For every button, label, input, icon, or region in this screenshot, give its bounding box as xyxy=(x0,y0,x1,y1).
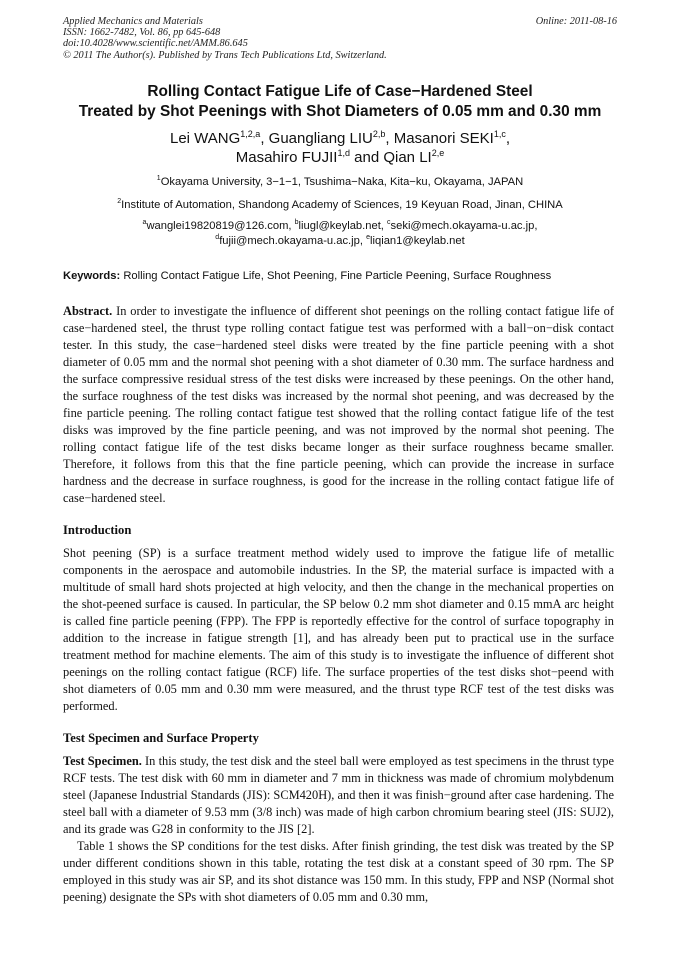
author-affiliation-mark: 1,d xyxy=(337,148,350,158)
introduction-heading: Introduction xyxy=(63,523,132,537)
affiliation-text: Okayama University, 3−1−1, Tsushima−Naka, Kita−ku, Okayama, JAPAN xyxy=(160,176,524,188)
affiliation-2 xyxy=(40,198,640,213)
abstract-label: Abstract. xyxy=(63,304,113,318)
author-name: Lei WANG xyxy=(169,130,241,147)
author-affiliation-mark: 1,2,a xyxy=(240,129,261,139)
author-name: Guangliang LIU xyxy=(268,130,373,147)
journal-name: Applied Mechanics and Materials xyxy=(63,16,203,27)
email-address[interactable]: seki@mech.okayama-u.ac.jp, xyxy=(390,220,538,232)
author-conjunction: and xyxy=(354,149,380,166)
title-line-1: Rolling Contact Fatigue Life of Case−Hardened Steel xyxy=(147,83,533,100)
author-affiliation-mark: 2,b xyxy=(372,129,386,139)
affiliation-mark: 1 xyxy=(156,175,161,182)
specimen-paragraph-2: Table 1 shows the SP conditions for the test disks. After finish grinding, the test disk was treated by the SP under different conditions shown in this table, rotating the test disk at a constant speed of 30 rpm. The SP employed in this study was air SP, and its shot distance was 150 mm. In this study, FPP and NSP (Normal shot peening) designate the SPs with shot diameters of 0.05 mm and 0.30 mm, xyxy=(63,839,614,904)
affiliation-mark: 2 xyxy=(117,198,122,205)
journal-header xyxy=(63,16,617,61)
affiliation-text: Institute of Automation, Shandong Academy of Sciences, 19 Keyuan Road, Jinan, CHINA xyxy=(121,199,563,211)
keywords-text: Rolling Contact Fatigue Life, Shot Peening, Fine Particle Peening, Surface Roughness xyxy=(123,270,552,282)
email-mark: e xyxy=(366,234,371,241)
author-list: Lei WANG$^{1,2,a}$, Guangliang LIU$^{2,b}$, Masanori SEKI$^{1,c}$, Masahiro FUJII$^{1,d}$ and Qian LI$^{2,e}$ xyxy=(169,129,510,166)
author-affiliation-mark: 1,c xyxy=(493,129,506,139)
introduction-text: Shot peening (SP) is a surface treatment method widely used to improve the fatigue life of metallic components in the aerospace and automobile industries. In the SP, the material surface is impacted with a multitude of small hard shots projected at high velocity, and then the change in the mechanical properties on the shot-peened surface is caused. In particular, the SP below 0.2 mm shot diameter and 0.15 mmA arc height is called fine particle peening (FPP). The FPP is reportedly effective for the control of surface topography in addition to the increase in fatigue strength [1], and has already been put to practical use in the surface treatment method for machine elements. The aim of this study is to investigate the influence of different shot peenings on the rolling contact fatigue (RCF) life. The surface properties of the test disks shot−peend with shot diameters of 0.05 mm and 0.30 mm were measured, and the thrust type RCF test of the test disks was performed. xyxy=(63,546,614,713)
paper-title xyxy=(40,82,640,122)
title-line-2: Treated by Shot Peenings with Shot Diameters of 0.05 mm and 0.30 mm xyxy=(78,103,602,120)
email-mark: a xyxy=(142,219,147,226)
affiliation-1 xyxy=(40,175,640,190)
author-name: Masahiro FUJII xyxy=(235,149,338,166)
email-address[interactable]: fujii@mech.okayama-u.ac.jp, xyxy=(219,235,363,247)
abstract xyxy=(63,303,614,507)
keywords xyxy=(63,270,623,282)
email-mark: d xyxy=(215,234,220,241)
author-affiliation-mark: 2,e xyxy=(431,148,445,158)
keywords-label: Keywords: xyxy=(63,270,121,282)
email-mark: b xyxy=(294,219,299,226)
author-name: Qian LI xyxy=(383,149,432,166)
email-address[interactable]: liqian1@keylab.net xyxy=(370,235,465,247)
email-address[interactable]: liugl@keylab.net, xyxy=(298,220,384,232)
specimen-paragraph-1 xyxy=(63,753,614,838)
email-address[interactable]: wanglei19820819@126.com, xyxy=(146,220,292,232)
online-date: Online: 2011-08-16 xyxy=(535,16,617,27)
specimen-paragraph-1-text: In this study, the test disk and the steel ball were employed as test specimens in the thrust type RCF tests. The test disk with 60 mm in diameter and 7 mm in thickness was made of chromium molybdenum steel (Japanese Industrial Standards (JIS): SCM420H), and then it was finish−ground after case hardening. The steel ball with a diameter of 9.53 mm (3/8 inch) was made of high carbon chromium bearing steel (JIS: SUJ2), and its grade was G28 in conformity to the JIS [2]. xyxy=(63,754,614,836)
author-emails xyxy=(40,219,640,249)
specimen-heading: Test Specimen and Surface Property xyxy=(63,731,259,745)
journal-copyright: © 2011 The Author(s). Published by Trans Tech Publications Ltd, Switzerland. xyxy=(63,49,387,61)
author-name: Masanori SEKI xyxy=(393,130,494,147)
journal-doi: doi:10.4028/www.scientific.net/AMM.86.645 xyxy=(63,38,248,50)
journal-issn: ISSN: 1662-7482, Vol. 86, pp 645-648 xyxy=(63,27,221,39)
specimen-sub-label: Test Specimen. xyxy=(63,754,142,768)
specimen-section xyxy=(63,753,614,906)
email-mark: c xyxy=(387,219,391,226)
abstract-text: In order to investigate the influence of different shot peenings on the rolling contact fatigue life of case−hardened steel, the thrust type rolling contact fatigue test was performed with a ball−on−disk contact tester. In this study, the case−hardened steel disks were treated by the fine particle peening with a shot diameter of 0.05 mm and the normal shot peening with a shot diameter of 0.30 mm. The surface hardness and the surface compressive residual stress of the test disks were increased by these peenings. On the other hand, the surface roughness of the test disks was increased by the normal shot peening, and was decreased by the fine particle peening. The rolling contact fatigue test showed that the rolling contact fatigue life of the test disks was improved by the fine particle peening, and was not improved by the normal shot peening. The rolling contact fatigue life of the test disks became longer as their surface roughness became smaller. Therefore, it follows from this that the fine particle peening, which can provide the increase in surface hardness and the decrease in surface roughness, is good for the increase in the rolling contact fatigue life of case−hardened steel. xyxy=(63,304,614,505)
